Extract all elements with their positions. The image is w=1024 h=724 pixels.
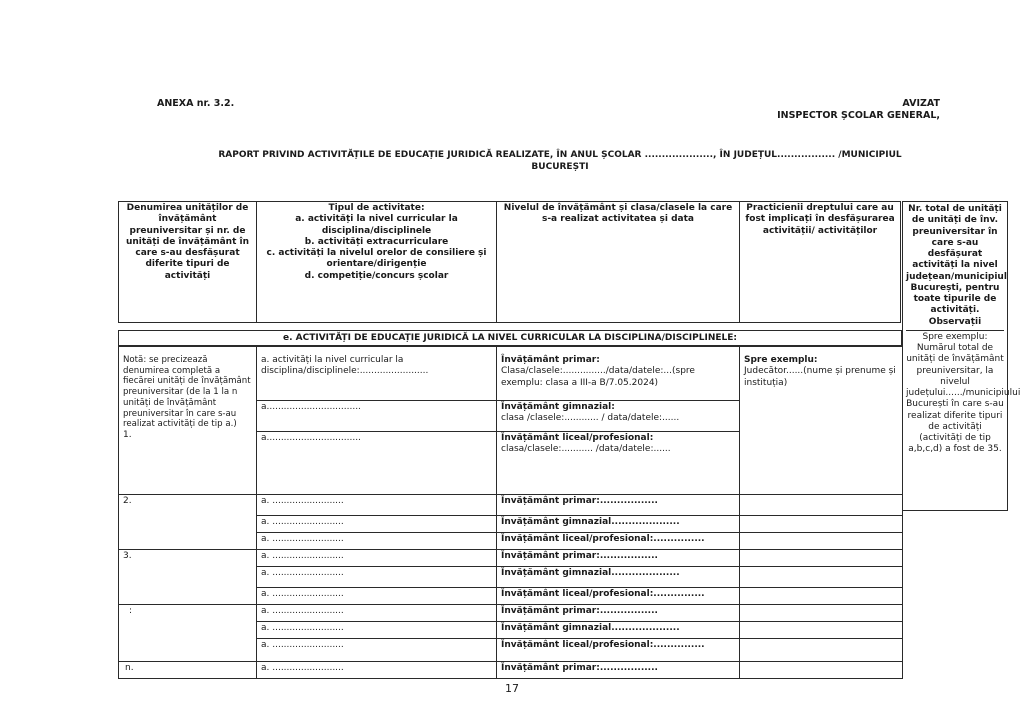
- row1-level-primar: [497, 347, 740, 401]
- row1-activity-1: a. activități la nivel curricular la disciplina/disciplinele:........................: [257, 347, 497, 401]
- row1-level-liceal: [497, 432, 740, 495]
- report-title-line1: RAPORT PRIVIND ACTIVITĂȚILE DE EDUCAȚIE JURIDICĂ REALIZATE, ÎN ANUL ȘCOLAR ...................., ÎN JUDEȚUL................. /MUNICIPIUL: [218, 150, 902, 160]
- row3-level-primar: Învățământ primar:.................: [497, 550, 740, 567]
- col-practitioners-header: Practicienii dreptului care au fost implicați în desfășurarea activității/ activităților: [740, 202, 901, 323]
- row1-level-primar-detail: Clasa/clasele:.............../data/datele:...(spre exemplu: clasa a III-a B/7.05.2024): [501, 366, 695, 388]
- practitioners-example-text: Judecător......(nume și prenume și instituția): [744, 366, 896, 388]
- table-header-row: [119, 202, 909, 323]
- row1-number: 1.: [123, 430, 132, 441]
- row3-level-liceal: Învățământ liceal/profesional:...............: [497, 588, 740, 605]
- table-row: [119, 347, 903, 401]
- rown-number: n.: [119, 662, 257, 679]
- activity-type-title: Tipul de activitate:: [328, 203, 425, 213]
- approval-title: AVIZAT: [902, 98, 940, 109]
- table-row: [119, 495, 903, 516]
- row2-level-liceal: Învățământ liceal/profesional:...............: [497, 533, 740, 550]
- activity-type-b: b. activități extracurriculare: [304, 236, 449, 247]
- report-body-table: [118, 346, 903, 679]
- approval-signatory: INSPECTOR ȘCOLAR GENERAL,: [777, 110, 940, 122]
- activity-type-a: a. activități la nivel curricular la disciplina/disciplinele: [295, 214, 458, 236]
- approval-block: [760, 98, 940, 123]
- row1-level-primar-title: Învățământ primar:: [501, 355, 600, 365]
- table-row: [119, 605, 903, 622]
- row3-activity-3: a. .........................: [257, 588, 497, 605]
- row-ellipsis-number: :: [119, 605, 257, 662]
- annex-label: ANEXA nr. 3.2.: [157, 98, 235, 109]
- row3-number: 3.: [119, 550, 257, 605]
- row2-activity-1: a. .........................: [257, 495, 497, 516]
- row1-practitioners: [740, 347, 903, 495]
- row2-level-primar: Învățământ primar:.................: [497, 495, 740, 516]
- col-units-header: Denumirea unităților de învățământ preuniversitar și nr. de unități de învățământ în care s-au desfășurat diferite tipuri de activități: [119, 202, 257, 323]
- section-curricular-title: e. ACTIVITĂȚI DE EDUCAȚIE JURIDICĂ LA NIVEL CURRICULAR LA DISCIPLINA/DISCIPLINELE:: [118, 330, 902, 346]
- activity-type-d: d. competiție/concurs școlar: [304, 270, 449, 281]
- row3-activity-2: a. .........................: [257, 567, 497, 588]
- row-ellipsis-activity-1: a. .........................: [257, 605, 497, 622]
- activity-type-c: c. activități la nivelul orelor de consiliere și orientare/dirigenție: [266, 248, 487, 270]
- report-table: [118, 201, 909, 323]
- row1-level-gimnazial: [497, 401, 740, 432]
- row2-level-gimnazial: Învățământ gimnazial....................: [497, 516, 740, 533]
- row2-number: 2.: [119, 495, 257, 550]
- rown-level-primar: Învățământ primar:.................: [497, 662, 740, 679]
- rown-activity-1: a. .........................: [257, 662, 497, 679]
- row-ellipsis-level-primar: Învățământ primar:.................: [497, 605, 740, 622]
- practitioners-example-title: Spre exemplu:: [744, 355, 818, 365]
- table-row: [119, 550, 903, 567]
- row1-activity-2: a.................................: [257, 401, 497, 432]
- report-title: [200, 150, 920, 173]
- col-level-header: Nivelul de învățământ și clasa/clasele la care s-a realizat activitatea și data: [497, 202, 740, 323]
- row1-level-gimnazial-detail: clasa /clasele:............ / data/datele:......: [501, 413, 680, 424]
- row-ellipsis-level-gimnazial: Învățământ gimnazial....................: [497, 622, 740, 639]
- row-ellipsis-level-liceal: Învățământ liceal/profesional:...............: [497, 639, 740, 662]
- row1-level-liceal-title: Învățământ liceal/profesional:: [501, 433, 654, 443]
- row1-level-gimnazial-title: Învățământ gimnazial:: [501, 402, 615, 412]
- table-row: [119, 662, 903, 679]
- col-total-units: [902, 201, 1021, 511]
- report-title-line2: BUCUREȘTI: [531, 161, 589, 172]
- col-total-units-example: Spre exemplu: Numărul total de unități de învățământ preuniversitar, la nivelul județului....../municipiului București în care s-au realizat diferite tipuri de activități (activități de tip a,b,c,d) a fost de 35.: [906, 331, 1021, 455]
- row2-activity-2: a. .........................: [257, 516, 497, 533]
- row-ellipsis-activity-2: a. .........................: [257, 622, 497, 639]
- col-total-units-header: Nr. total de unități de unități de înv. preuniversitar în care s-au desfășurat activități la nivel județean/municipiul București, pentru toate tipurile de activități. Observații: [906, 204, 1004, 331]
- col-activity-type-header: [257, 202, 497, 323]
- page-number: 17: [505, 682, 519, 695]
- row1-activity-3: a.................................: [257, 432, 497, 495]
- row2-activity-3: a. .........................: [257, 533, 497, 550]
- row3-level-gimnazial: Învățământ gimnazial....................: [497, 567, 740, 588]
- row1-level-liceal-detail: clasa/clasele:........... /data/datele:......: [501, 444, 671, 455]
- row3-activity-1: a. .........................: [257, 550, 497, 567]
- row-ellipsis-activity-3: a. .........................: [257, 639, 497, 662]
- unit-note: Notă: se precizează denumirea completă a fiecărei unități de învățământ preuniversitar (de la 1 la n unități de învățământ preuniversitar în care s-au realizat activități de tip a.): [123, 355, 251, 430]
- row1-unit-cell: [119, 347, 257, 495]
